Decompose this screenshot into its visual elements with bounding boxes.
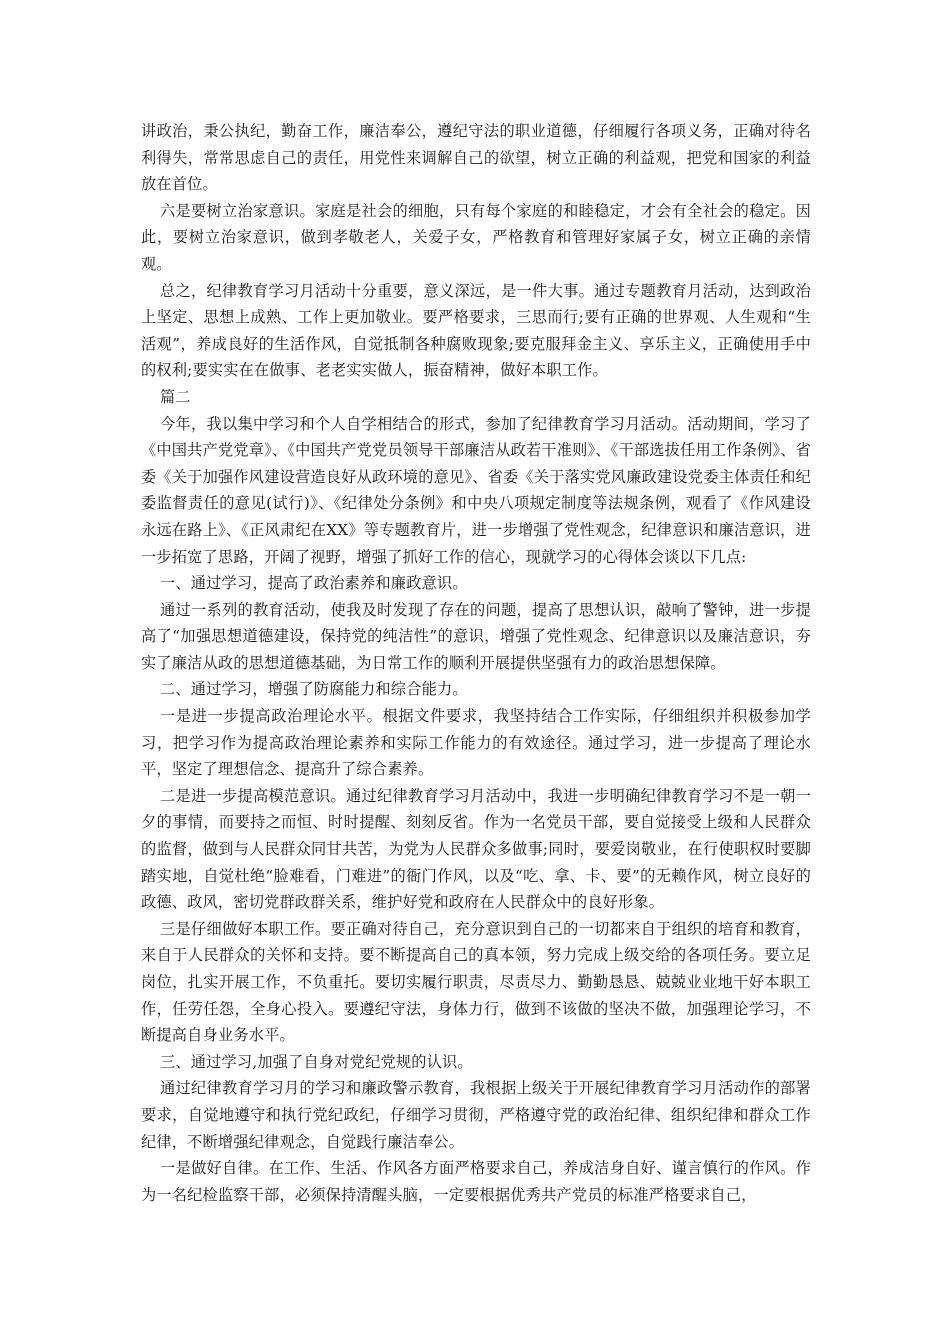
paragraph: 通过纪律教育学习月的学习和廉政警示教育，我根据上级关于开展纪律教育学习月活动作的部署要求，自觉地遵守和执行党纪政纪，仔细学习贯彻，严格遵守党的政治纪律、组织纪律和群众工作纪律，不断增强纪律观念，自觉践行廉洁奉公。 [141,1079,811,1151]
paragraph: 三是仔细做好本职工作。要正确对待自己，充分意识到自己的一切都来自于组织的培育和教育，来自于人民群众的关怀和支持。要不断提高自己的真本领，努力完成上级交给的各项任务。要立足岗位，扎实开展工作，不负重托。要切实履行职责，尽责尽力、勤勤恳恳、兢兢业业地干好本职工作，任劳任怨，全身心投入。要遵纪守法，身体力行，做到不该做的坚决不做，加强理论学习，不断提高自身业务水平。 [141,919,811,1045]
paragraph: 一是做好自律。在工作、生活、作风各方面严格要求自己，养成洁身自好、谨言慎行的作风。作为一名纪检监察干部，必须保持清醒头脑，一定要根据优秀共产党员的标准严格要求自己， [141,1159,811,1204]
point-heading: 二、通过学习，增强了防腐能力和综合能力。 [160,680,468,699]
document-page [141,118,811,1208]
paragraph: 二是进一步提高模范意识。通过纪律教育学习月活动中，我进一步明确纪律教育学习不是一朝一夕的事情，而要持之而恒、时时提醒、刻刻反省。作为一名党员干部，要自觉接受上级和人民群众的监督，做到与人民群众同甘共苦，为党为人民群众多做事;同时，要爱岗敬业，在行使职权时要脚踏实地，自觉杜绝“脸难看，门难进”的衙门作风，以及“吃、拿、卡、要”的无赖作风，树立良好的政德、政风，密切党群政群关系，维护好党和政府在人民群众中的良好形象。 [141,786,811,912]
point-heading: 一、通过学习，提高了政治素养和廉政意识。 [160,574,468,593]
paragraph: 今年，我以集中学习和个人自学相结合的形式，参加了纪律教育学习月活动。活动期间，学习了《中国共产党党章》、《中国共产党党员领导干部廉洁从政若干准则》、《干部选拔任用工作条例》、省委《关于加强作风建设营造良好从政环境的意见》、省委《关于落实党风廉政建设党委主体责任和纪委监督责任的意见(试行)》、《纪律处分条例》和中央八项规定制度等法规条例，观看了《作风建设永远在路上》、《正风肃纪在XX》等专题教育片，进一步增强了党性观念，纪律意识和廉洁意识，进一步拓宽了思路，开阔了视野，增强了抓好工作的信心，现就学习的心得体会谈以下几点: [141,414,811,566]
paragraph: 通过一系列的教育活动，使我及时发现了存在的问题，提高了思想认识，敲响了警钟，进一步提高了“加强思想道德建设，保持党的纯洁性”的意识，增强了党性观念、纪律意识以及廉洁意识，夯实了廉洁从政的思想道德基础，为日常工作的顺利开展提供坚强有力的政治思想保障。 [141,600,811,672]
paragraph: 讲政治，秉公执纪，勤奋工作，廉洁奉公，遵纪守法的职业道德，仔细履行各项义务，正确对待名利得失，常常思虑自己的责任，用党性来调解自己的欲望，树立正确的利益观，把党和国家的利益放在首位。 [141,122,811,194]
paragraph: 一是进一步提高政治理论水平。根据文件要求，我坚持结合工作实际，仔细组织并积极参加学习，把学习作为提高政治理论素养和实际工作能力的有效途径。通过学习，进一步提高了理论水平，坚定了理想信念、提高升了综合素养。 [141,707,811,779]
point-heading: 三、通过学习,加强了自身对党纪党规的认识。 [160,1052,473,1071]
section-heading: 篇二 [160,387,191,406]
paragraph: 六是要树立治家意识。家庭是社会的细胞，只有每个家庭的和睦稳定，才会有全社会的稳定。因此，要树立治家意识，做到孝敬老人，关爱子女，严格教育和管理好家属子女，树立正确的亲情观。 [141,201,811,273]
paragraph: 总之，纪律教育学习月活动十分重要，意义深远，是一件大事。通过专题教育月活动，达到政治上坚定、思想上成熟、工作上更加敬业。要严格要求，三思而行;要有正确的世界观、人生观和“生活观”，养成良好的生活作风，自觉抵制各种腐败现象;要克服拜金主义、享乐主义，正确使用手中的权利;要实实在在做事、老老实实做人，振奋精神，做好本职工作。 [141,281,811,380]
